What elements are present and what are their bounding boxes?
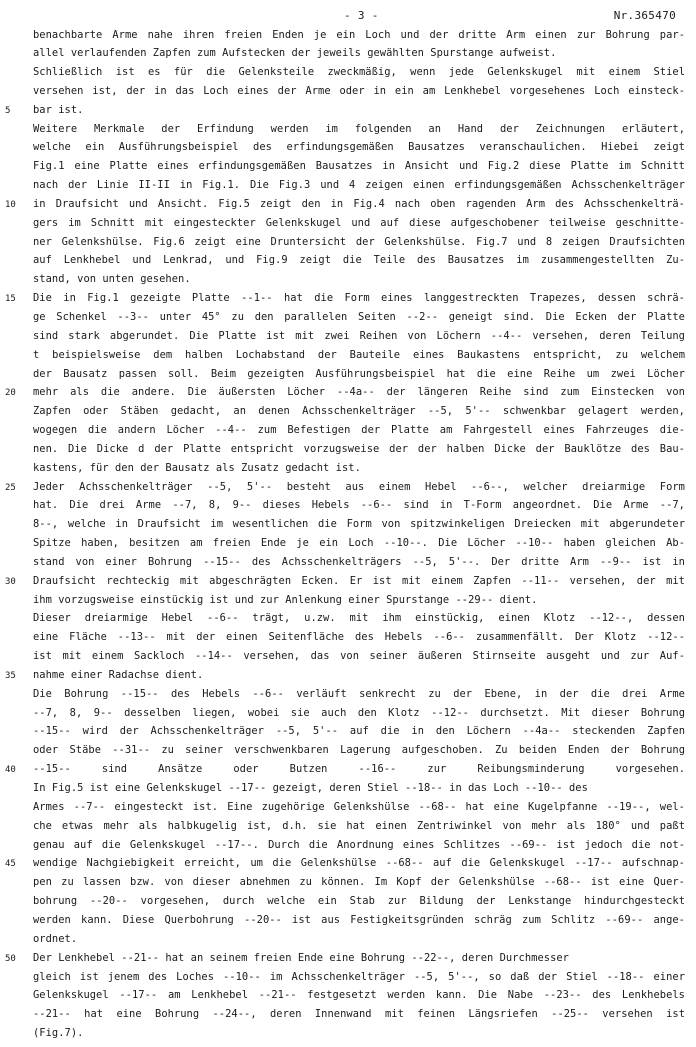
text-line: nen. Die Dicke d der Platte entspricht vorzugsweise der der halben Dicke der Bauklötze des Bau- (33, 443, 685, 455)
text-line: Weitere Merkmale der Erfindung werden im folgenden an Hand der Zeichnungen erläutert, (33, 123, 685, 135)
text-line: Die Bohrung --15-- des Hebels --6-- verläuft senkrecht zu der Ebene, in der die drei Arme (33, 688, 685, 700)
text-line: Dieser dreiarmige Hebel --6-- trägt, u.zw. mit ihm einstückig, einen Klotz --12--, dessen (33, 612, 685, 624)
text-line: ner Gelenkshülse. Fig.6 zeigt eine Druntersicht der Gelenkshülse. Fig.7 und 8 zeigen Draufsichten (33, 236, 685, 248)
text-line: gleich ist jenem des Loches --10-- im Achsschenkelträger --5, 5'--, so daß der Stiel --18-- einer (33, 971, 685, 983)
text-line: benachbarte Arme nahe ihren freien Enden je ein Loch und der dritte Arm einen zur Bohrung par- (33, 29, 685, 41)
text-line: --21-- hat eine Bohrung --24--, deren Innenwand mit feinen Längsriefen --25-- versehen ist (33, 1008, 685, 1020)
text-line: stand, von unten gesehen. (33, 273, 191, 285)
text-line: allel verlaufenden Zapfen zum Aufstecken der jeweils gewählten Spurstange aufweist. (33, 47, 557, 59)
text-line: stand von einer Bohrung --15-- des Achsschenkelträgers --5, 5'--. Der dritte Arm --9-- ist in (33, 556, 685, 568)
text-line: auf Lenkhebel und Lenkrad, und Fig.9 zeigt die Teile des Bausatzes im zusammengestellten Zu- (33, 254, 685, 266)
text-line: bohrung --20-- vorgesehen, durch welche ein Stab zur Bildung der Lenkstange hindurchgesteckt (33, 895, 685, 907)
text-line: welche ein Ausführungsbeispiel des erfindungsgemäßen Bausatzes veranschaulichen. Hiebei zeigt (33, 141, 685, 153)
line-number: 15 (5, 294, 16, 304)
text-line: --15-- sind Ansätze oder Butzen --16-- zur Reibungsminderung vorgesehen. (33, 763, 685, 775)
text-line: 8--, welche in Draufsicht im wesentlichen die Form von spitzwinkeligen Dreiecken mit abgerundeter (33, 518, 685, 530)
text-line: hat. Die drei Arme --7, 8, 9-- dieses Hebels --6-- sind in T-Form angeordnet. Die Arme --7, (33, 499, 685, 511)
text-line: ge Schenkel --3-- unter 45° zu den parallelen Seiten --2-- geneigt sind. Die Ecken der Platte (33, 311, 685, 323)
text-line: pen zu lassen bzw. von dieser abnehmen zu können. Im Kopf der Gelenkshülse --68-- ist eine Quer- (33, 876, 685, 888)
text-line: Fig.1 eine Platte eines erfindungsgemäßen Bausatzes in Ansicht und Fig.2 diese Platte im Schnitt (33, 160, 685, 172)
text-line: (Fig.7). (33, 1027, 84, 1039)
text-line: Jeder Achsschenkelträger --5, 5'-- besteht aus einem Hebel --6--, welcher dreiarmige Form (33, 481, 685, 493)
text-line: oder Stäbe --31-- zu seiner verschwenkbaren Lagerung aufgeschoben. Zu beiden Enden der Bohrung (33, 744, 685, 756)
text-line: der Bausatz passen soll. Beim gezeigten Ausführungsbeispiel hat die eine Reihe um zwei Löcher (33, 368, 685, 380)
text-line: gers im Schnitt mit eingesteckter Gelenkskugel und auf diese aufgeschobener teilweise geschnitte- (33, 217, 685, 229)
text-line: eine Fläche --13-- mit der einen Seitenfläche des Hebels --6-- zusammenfällt. Der Klotz --12-- (33, 631, 685, 643)
text-line: wendige Nachgiebigkeit erreicht, um die Gelenkshülse --68-- auf die Gelenkskugel --17-- aufschnap- (33, 857, 685, 869)
text-line: werden kann. Diese Querbohrung --20-- ist aus Festigkeitsgründen schräg zum Schlitz --69-- ange- (33, 914, 685, 926)
text-line: In Fig.5 ist eine Gelenkskugel --17-- gezeigt, deren Stiel --18-- in das Loch --10-- des (33, 782, 588, 794)
line-number: 35 (5, 671, 16, 681)
text-line: t beispielsweise dem halben Lochabstand der Bauteile eines Baukastens entspricht, zu welchem (33, 349, 685, 361)
line-number: 30 (5, 577, 16, 587)
text-line: Armes --7-- eingesteckt ist. Eine zugehörige Gelenkshülse --68-- hat eine Kugelpfanne --19--, wel- (33, 801, 685, 813)
text-line: Zapfen oder Stäben gedacht, an denen Achsschenkelträger --5, 5'-- schwenkbar gelagert werden, (33, 405, 685, 417)
text-line: Der Lenkhebel --21-- hat an seinem freien Ende eine Bohrung --22--, deren Durchmesser (33, 952, 569, 964)
text-line: Draufsicht rechteckig mit abgeschrägten Ecken. Er ist mit einem Zapfen --11-- versehen, der mit (33, 575, 685, 587)
text-line: genau auf die Gelenkskugel --17--. Durch die Anordnung eines Schlitzes --69-- ist jedoch die not- (33, 839, 685, 851)
text-line: --7, 8, 9-- desselben liegen, wobei sie auch den Klotz --12-- durchsetzt. Mit dieser Bohrung (33, 707, 685, 719)
line-number: 25 (5, 483, 16, 493)
line-number: 5 (5, 106, 11, 116)
text-line: --15-- wird der Achsschenkelträger --5, 5'-- auf die in den Löchern --4a-- steckenden Zapfen (33, 725, 685, 737)
text-line: ist mit einem Sackloch --14-- versehen, das von seiner äußeren Stirnseite ausgeht und zur Auf- (33, 650, 685, 662)
document-number: Nr.365470 (613, 9, 676, 22)
text-line: mehr als die andere. Die äußersten Löcher --4a-- der längeren Reihe sind zum Einstecken von (33, 386, 685, 398)
page-number: - 3 - (344, 9, 379, 22)
text-line: ordnet. (33, 933, 78, 945)
text-line: bar ist. (33, 104, 84, 116)
line-number: 20 (5, 388, 16, 398)
text-line: Spitze haben, besitzen am freien Ende je ein Loch --10--. Die Löcher --10-- haben gleichen Ab- (33, 537, 685, 549)
text-line: versehen ist, der in das Loch eines der Arme oder in ein am Lenkhebel vorgesehenes Loch einsteck- (33, 85, 685, 97)
line-number: 10 (5, 200, 16, 210)
line-number: 45 (5, 859, 16, 869)
text-line: Die in Fig.1 gezeigte Platte --1-- hat die Form eines langgestreckten Trapezes, dessen schrä- (33, 292, 685, 304)
text-line: wogegen die andern Löcher --4-- zum Befestigen der Platte am Fahrgestell eines Fahrzeuges die- (33, 424, 685, 436)
text-line: sind stark abgerundet. Die Platte ist mit zwei Reihen von Löchern --4-- versehen, deren Teilung (33, 330, 685, 342)
text-line: Gelenkskugel --17-- am Lenkhebel --21-- festgesetzt werden kann. Die Nabe --23-- des Lenkhebels (33, 989, 685, 1001)
text-line: in Draufsicht und Ansicht. Fig.5 zeigt den in Fig.4 nach oben ragenden Arm des Achsschenkelträ- (33, 198, 685, 210)
text-line: nahme einer Radachse dient. (33, 669, 204, 681)
text-line: nach der Linie II-II in Fig.1. Die Fig.3 und 4 zeigen einen erfindungsgemäßen Achsschenkelträger (33, 179, 685, 191)
text-line: ihm vorzugsweise einstückig ist und zur Anlenkung einer Spurstange --29-- dient. (33, 594, 538, 606)
text-line: Schließlich ist es für die Gelenksteile zweckmäßig, wenn jede Gelenkskugel mit einem Stiel (33, 66, 685, 78)
line-number: 50 (5, 954, 16, 964)
text-line: che etwas mehr als halbkugelig ist, d.h. sie hat einen Zentriwinkel von mehr als 180° und paßt (33, 820, 685, 832)
text-line: kastens, für den der Bausatz als Zusatz gedacht ist. (33, 462, 361, 474)
line-number: 40 (5, 765, 16, 775)
